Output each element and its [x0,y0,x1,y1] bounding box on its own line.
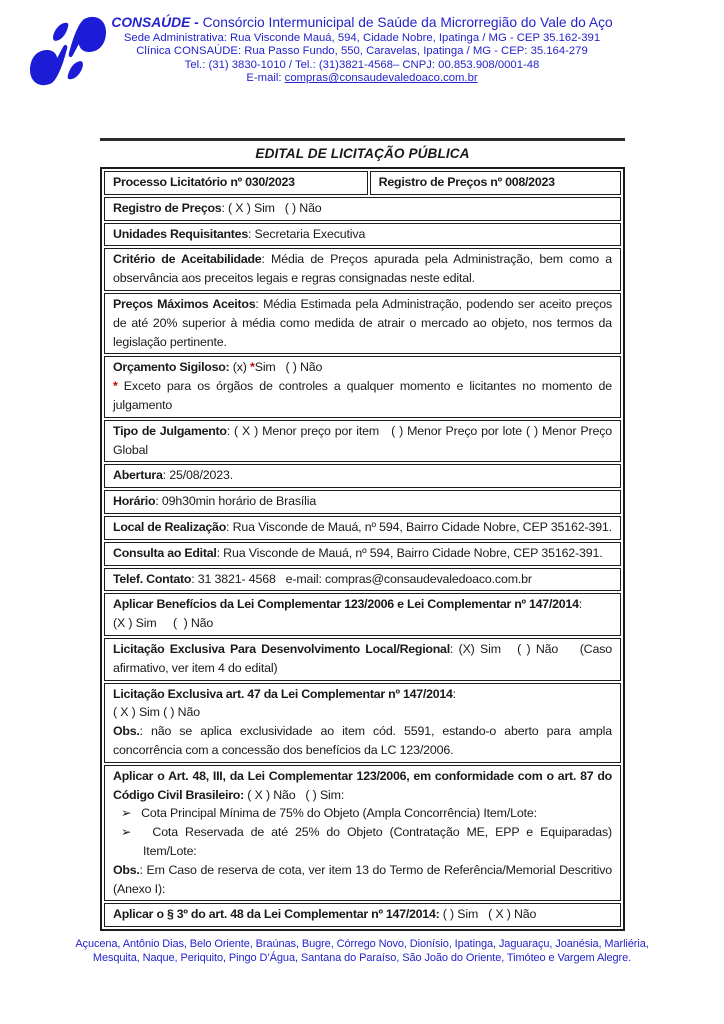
table-cell [104,293,621,354]
text-segment: : Em Caso de reserva de cota, ver item 13 do Termo de Referência/Memorial Descritivo (Anexo I): [113,862,612,896]
text-segment: : 25/08/2023. [162,468,234,483]
text-segment: : ( X ) Sim ( ) Não [221,200,322,215]
table-row [104,593,621,636]
table-cell [104,903,621,927]
table-cell [104,638,621,681]
table-cell [104,490,621,514]
table-cell [104,516,621,540]
address-line-1: Sede Administrativa: Rua Visconde Mauá, 594, Cidade Nobre, Ipatinga / MG - CEP 35.162-391 [123,32,601,44]
table-cell [104,197,621,221]
text-segment: Obs. [113,862,140,877]
consaude-logo-icon [28,16,108,86]
table-row [104,293,621,354]
municipalities-line-1: Açucena, Antônio Dias, Belo Oriente, Braúnas, Bugre, Córrego Novo, Dionísio, Ipatinga, Jaguaraçu, Joanésia, Marliéria, [75,938,649,951]
email-line [110,72,614,85]
text-segment: : (X) Sim ( ) Não (Caso afirmativo, ver item 4 do edital) [113,641,612,675]
table-cell [104,356,621,417]
text-segment: Sim ( ) Não [254,360,323,375]
text-segment: : Secretaria Executiva [247,226,366,241]
table-cell [104,765,621,902]
text-segment: : [452,686,456,701]
edital-table [100,167,625,931]
page-title: EDITAL DE LICITAÇÃO PÚBLICA [255,146,470,161]
table-cell [104,683,621,763]
table-row [104,490,621,514]
table-cell [104,568,621,592]
email-link[interactable]: compras@consaudevaledoaco.com.br [284,72,478,85]
bullet-item: ➢ Cota Principal Mínima de 75% do Objeto (Ampla Concorrência) Item/Lote: [121,806,537,821]
text-segment: Obs. [113,724,140,739]
text-segment: Licitação Exclusiva art. 47 da Lei Complementar nº 147/2014 [113,686,453,701]
table-cell [104,223,621,247]
org-description: Consórcio Intermunicipal de Saúde da Microrregião do Vale do Aço [198,15,613,30]
table-cell [104,420,621,463]
letterhead [110,14,614,86]
text-segment: ( X ) Sim ( ) Não [113,705,200,720]
text-segment: : [578,597,583,612]
text-segment: Orçamento Sigiloso: [113,360,230,375]
text-segment: Local de Realização [113,519,227,534]
table-cell [104,593,621,636]
table-row [104,765,621,902]
address-line-2: Clínica CONSAÚDE: Rua Passo Fundo, 550, Caravelas, Ipatinga / MG - CEP: 35.164-279 [136,45,588,58]
table-cell [104,248,621,291]
text-segment: ( ) Sim ( X ) Não [439,907,537,922]
text-segment: ( X ) Não ( ) Sim: [244,787,345,802]
email-label: E-mail: [246,72,285,85]
table-row [104,197,621,221]
text-segment: : não se aplica exclusividade ao item cód. 5591, estando-o aberto para ampla concorrência com a concessão dos benefícios da LC 123/2006. [113,724,612,757]
org-title [110,14,614,32]
table-row [104,223,621,247]
text-segment: (x) [229,360,251,375]
text-segment: Consulta ao Edital [113,545,217,560]
table-row [104,464,621,488]
table-cell [104,464,621,488]
text-segment: : 31 3821- 4568 e-mail: compras@consaudevaledoaco.com.br [191,571,532,586]
text-segment: Aplicar Benefícios da Lei Complementar 123/2006 e Lei Complementar nº 147/2014 [113,597,579,612]
table-cell [104,171,368,195]
table-row [104,420,621,463]
table-row [104,903,621,927]
text-segment: Aplicar o § 3º do art. 48 da Lei Complementar nº 147/2014: [113,907,440,922]
text-segment: : Rua Visconde de Mauá, nº 594, Bairro Cidade Nobre, CEP 35162-391. [226,519,612,534]
text-segment: : Rua Visconde de Mauá, nº 594, Bairro Cidade Nobre, CEP 35162-391. [216,545,603,560]
edital-document [75,138,649,965]
text-segment: Registro de Preços nº 008/2023 [378,175,555,189]
table-row [104,542,621,566]
text-segment: : Média Estimada pela Administração, podendo ser aceito preços de até 20% superior à média como medida de atrair o mercado ao objeto, nos termos da legislação pertinente. [113,296,612,349]
title-divider [100,138,625,141]
bullet-item: ➢ Cota Reservada de até 25% do Objeto (Contratação ME, EPP e Equiparadas) Item/Lote: [121,825,612,858]
text-segment: Abertura [113,468,163,483]
text-segment: Licitação Exclusiva Para Desenvolvimento Local/Regional [113,641,450,656]
text-segment: Unidades Requisitantes [113,226,248,241]
text-segment: : ( X ) Menor preço por item ( ) Menor Preço por lote ( ) Menor Preço Global [113,423,612,457]
text-segment: Preços Máximos Aceitos [113,296,256,311]
table-cell [104,542,621,566]
text-segment: Tipo de Julgamento [113,423,227,438]
table-row [104,171,621,195]
text-segment: Aplicar o Art. 48, III, da Lei Complementar 123/2006, em conformidade com o art. 87 do Código Civil Brasileiro: [113,768,612,802]
text-segment: Exceto para os órgãos de controles a qualquer momento e licitantes no momento de julgamento [113,379,612,412]
text-segment: Registro de Preços [113,200,222,215]
municipalities-footer [32,938,692,965]
table-row [104,638,621,681]
text-segment: Horário [113,494,156,509]
table-row [104,248,621,291]
text-segment: (X ) Sim ( ) Não [113,616,214,631]
text-segment: Critério de Aceitabilidade [113,252,262,267]
text-segment: : 09h30min horário de Brasília [155,494,317,509]
text-segment: * [250,360,255,375]
phone-line: Tel.: (31) 3830-1010 / Tel.: (31)3821-4568– CNPJ: 00.853.908/0001-48 [184,58,540,71]
table-row [104,516,621,540]
municipalities-line-2: Mesquita, Naque, Periquito, Pingo D’Água, Santana do Paraíso, São João do Oriente, Timóteo e Vargem Alegre. [92,951,632,964]
text-segment: Telef. Contato [113,571,192,586]
text-segment: Processo Licitatório nº 030/2023 [113,175,295,189]
table-cell [370,171,621,195]
text-segment: : Média de Preços apurada pela Administração, bem como a observância aos preceitos legais e regras consignadas neste edital. [113,252,612,286]
table-row [104,356,621,417]
org-name: CONSAÚDE - [111,15,199,30]
table-row [104,683,621,763]
text-segment: * [113,379,118,394]
table-row [104,568,621,592]
